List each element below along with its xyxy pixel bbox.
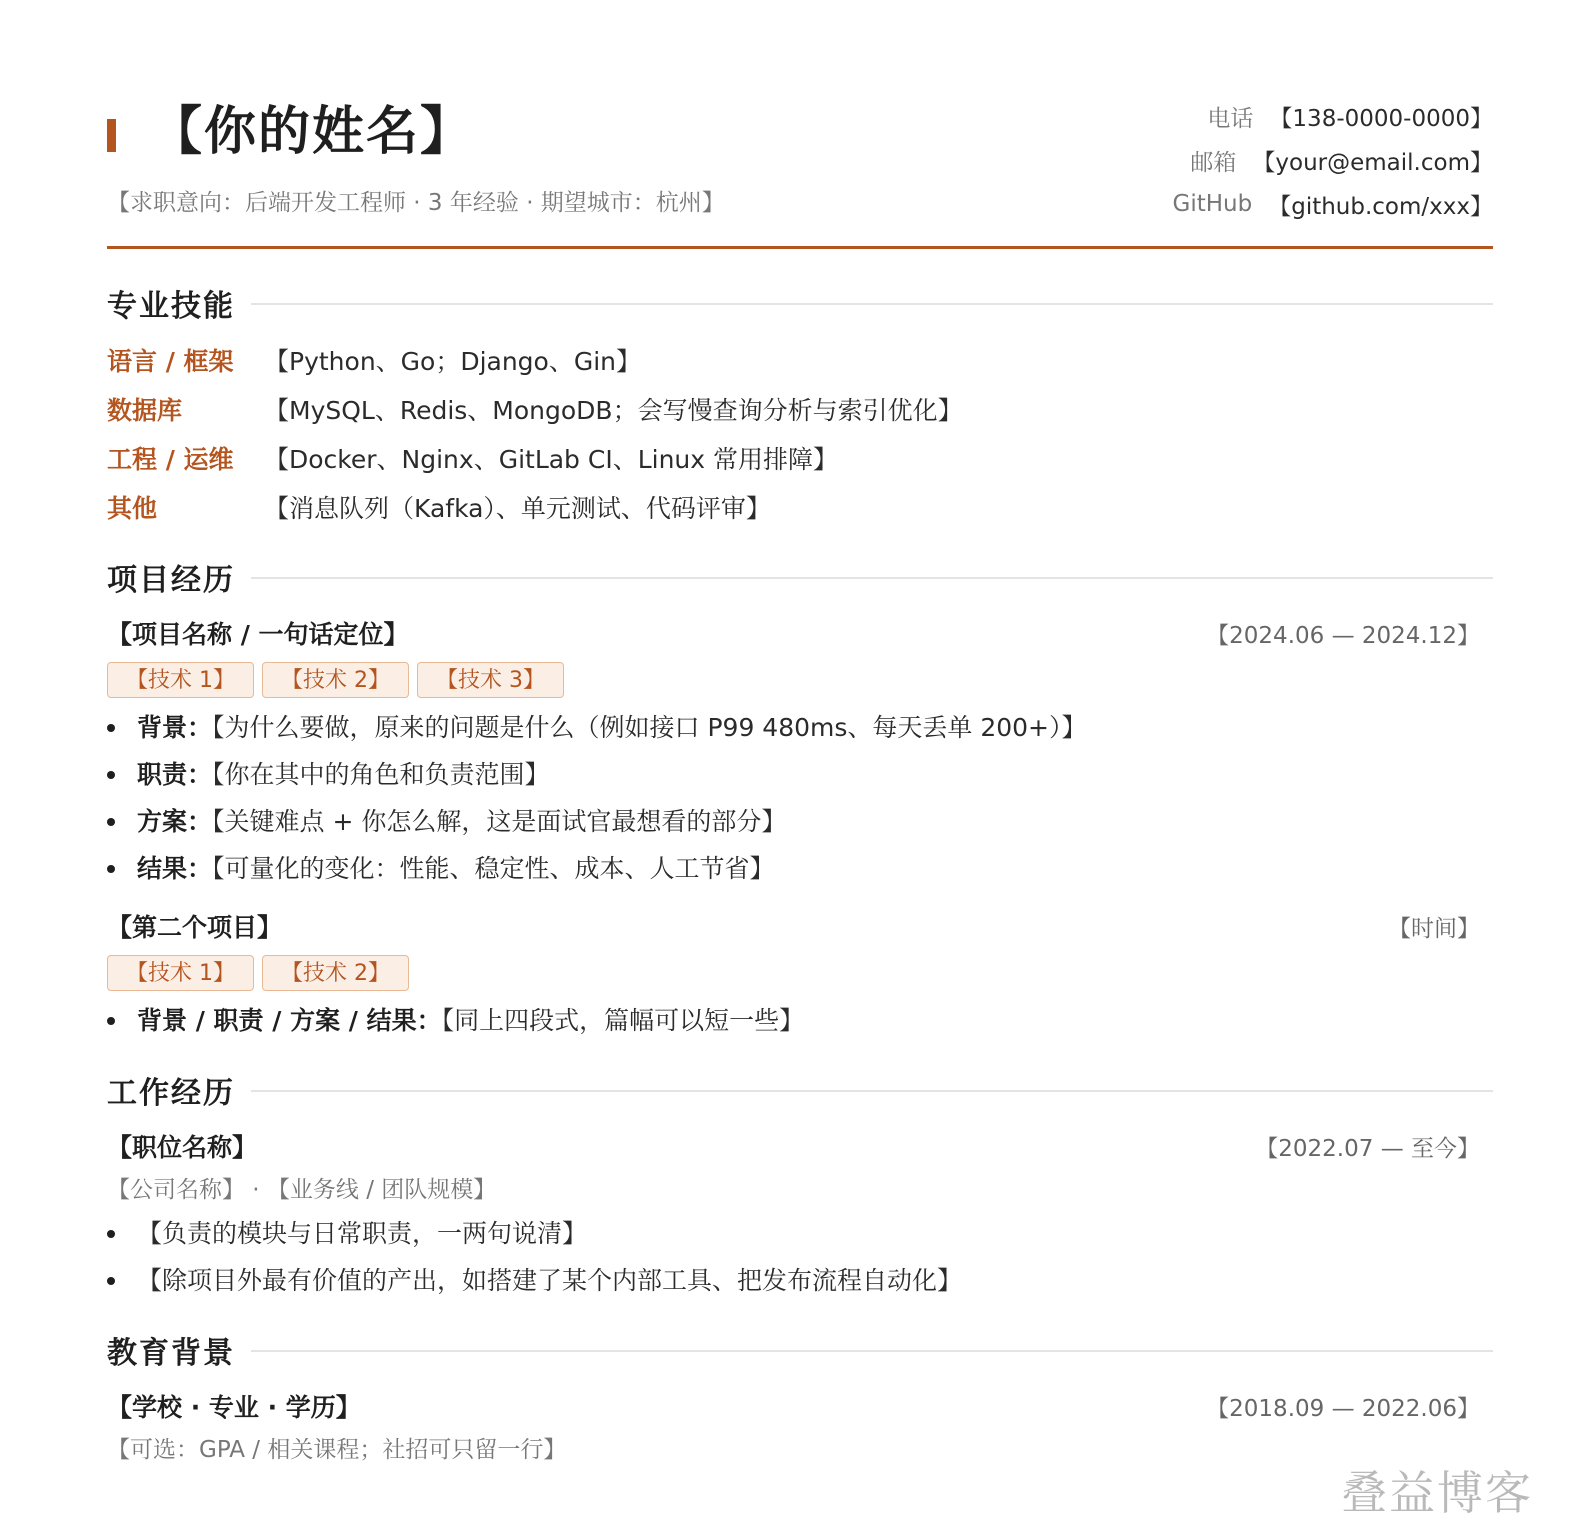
bullet-text: 【可量化的变化：性能、稳定性、成本、人工节省】	[212, 854, 775, 883]
bullet-item	[107, 1210, 1493, 1257]
bullet-text: 【为什么要做，原来的问题是什么（例如接口 P99 480ms、每天丢单 200+）】	[212, 713, 1087, 742]
project-title: 【项目名称 / 一句话定位】	[107, 620, 409, 649]
education-meta: 【可选：GPA / 相关课程；社招可只留一行】	[107, 1437, 567, 1463]
contact-value: 【github.com/xxx】	[1268, 193, 1493, 220]
accent-bar	[107, 119, 116, 152]
bullet-text: 【除项目外最有价值的产出，如搭建了某个内部工具、把发布流程自动化】	[137, 1266, 963, 1295]
tech-tag: 【技术 3】	[417, 662, 564, 698]
bullet-item	[107, 845, 1493, 892]
bullet-text: 【负责的模块与日常职责，一两句说清】	[137, 1219, 588, 1248]
section-title: 教育背景	[107, 1336, 235, 1371]
bullet-text: 【关键难点 + 你怎么解，这是面试官最想看的部分】	[212, 807, 787, 836]
bullet-label: 背景：	[137, 713, 213, 742]
job-intention: 【求职意向：后端开发工程师 · 3 年经验 · 期望城市：杭州】	[107, 190, 725, 216]
work-date: 【2022.07 — 至今】	[1255, 1135, 1480, 1162]
tech-tag: 【技术 1】	[107, 955, 254, 991]
skill-label: 数据库	[107, 395, 183, 425]
work-bullets	[107, 1210, 1493, 1304]
resume-header	[107, 94, 1493, 246]
bullet-text: 【你在其中的角色和负责范围】	[212, 760, 550, 789]
section-projects-head	[107, 557, 1493, 597]
section-divider	[251, 577, 1493, 579]
candidate-name: 【你的姓名】	[150, 102, 475, 162]
skill-value: 【MySQL、Redis、MongoDB；会写慢查询分析与索引优化】	[264, 395, 963, 425]
project-bullets	[107, 704, 1493, 892]
skill-value: 【Docker、Nginx、GitLab CI、Linux 常用排障】	[264, 444, 839, 474]
section-education-head	[107, 1330, 1493, 1370]
skill-row	[107, 384, 1493, 433]
bullet-item	[107, 751, 1493, 798]
tech-tags	[107, 955, 1493, 991]
project-bullets	[107, 997, 1493, 1044]
bullet-label: 职责：	[137, 760, 213, 789]
bullet-item	[107, 997, 1493, 1044]
section-work-head	[107, 1070, 1493, 1110]
section-skills-head	[107, 283, 1493, 323]
project-entry	[107, 613, 1493, 892]
education-date: 【2018.09 — 2022.06】	[1206, 1395, 1480, 1422]
company-meta: 【公司名称】 · 【业务线 / 团队规模】	[107, 1177, 497, 1203]
project-title: 【第二个项目】	[107, 913, 283, 942]
tech-tags	[107, 662, 1493, 698]
resume-page	[107, 94, 1493, 1468]
bullet-label: 结果：	[137, 854, 213, 883]
skill-label: 其他	[107, 493, 158, 523]
skills-list	[107, 335, 1493, 531]
header-divider	[107, 246, 1493, 249]
section-title: 工作经历	[107, 1076, 235, 1111]
project-date: 【时间】	[1388, 915, 1480, 942]
bullet-item	[107, 798, 1493, 845]
section-divider	[251, 1350, 1493, 1352]
contact-phone	[1053, 94, 1493, 138]
contact-label: 电话	[1207, 105, 1254, 132]
contact-value: 【your@email.com】	[1252, 149, 1493, 176]
skill-label: 语言 / 框架	[107, 346, 234, 376]
skill-value: 【Python、Go；Django、Gin】	[264, 346, 642, 376]
project-head	[107, 613, 1493, 653]
contact-github	[1053, 182, 1493, 226]
watermark-text: 叠益博客	[1341, 1466, 1533, 1520]
section-divider	[251, 1090, 1493, 1092]
contact-label: GitHub	[1172, 191, 1253, 217]
project-date: 【2024.06 — 2024.12】	[1206, 622, 1480, 649]
skill-row	[107, 433, 1493, 482]
section-title: 项目经历	[107, 563, 235, 598]
contact-email	[1053, 138, 1493, 182]
education-entry	[107, 1386, 1493, 1468]
project-entry	[107, 906, 1493, 1044]
bullet-item	[107, 704, 1493, 751]
project-head	[107, 906, 1493, 946]
contact-value: 【138-0000-0000】	[1269, 105, 1493, 132]
contact-info	[1053, 94, 1493, 226]
bullet-text: 【同上四段式，篇幅可以短一些】	[441, 1006, 805, 1035]
section-divider	[251, 303, 1493, 305]
skill-label: 工程 / 运维	[107, 444, 234, 474]
school-title: 【学校 · 专业 · 学历】	[107, 1393, 361, 1422]
bullet-label: 背景 / 职责 / 方案 / 结果：	[137, 1006, 442, 1035]
section-title: 专业技能	[107, 289, 235, 324]
tech-tag: 【技术 1】	[107, 662, 254, 698]
work-entry	[107, 1126, 1493, 1304]
bullet-item	[107, 1257, 1493, 1304]
skill-row	[107, 335, 1493, 384]
bullet-label: 方案：	[137, 807, 213, 836]
contact-label: 邮箱	[1190, 149, 1237, 176]
work-head	[107, 1126, 1493, 1166]
name-block	[107, 102, 474, 162]
tech-tag: 【技术 2】	[262, 955, 409, 991]
tech-tag: 【技术 2】	[262, 662, 409, 698]
position-title: 【职位名称】	[107, 1133, 258, 1162]
skill-value: 【消息队列（Kafka）、单元测试、代码评审】	[264, 493, 771, 523]
skill-row	[107, 482, 1493, 531]
education-head	[107, 1386, 1493, 1426]
